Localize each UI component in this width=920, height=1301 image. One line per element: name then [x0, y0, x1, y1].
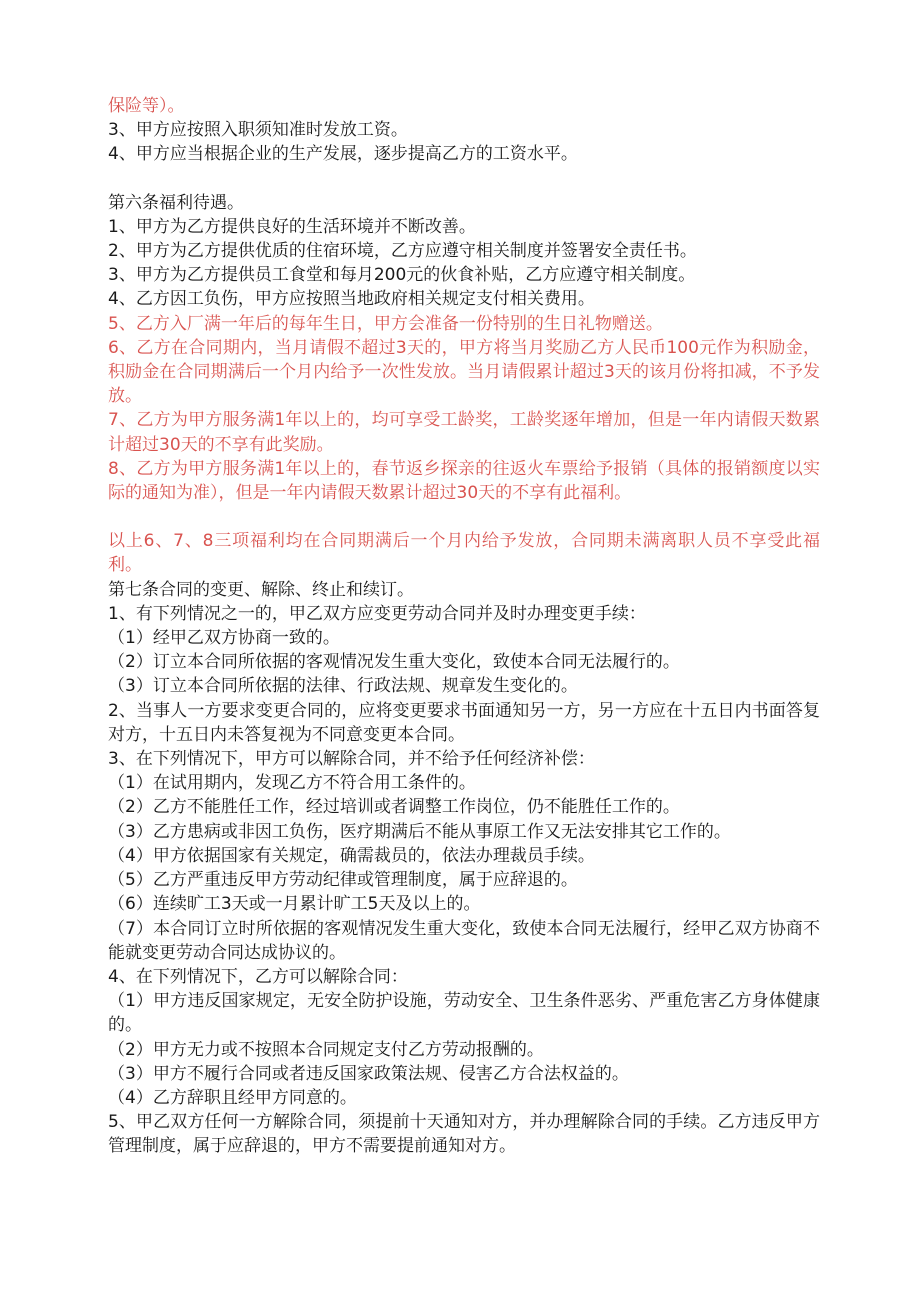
- highlighted-clause-line: 5、乙方入厂满一年后的每年生日，甲方会准备一份特别的生日礼物赠送。: [108, 313, 663, 334]
- highlighted-clause-line: 8、乙方为甲方服务满1年以上的，春节返乡探亲的往返火车票给予报销（具体的报销额度以实际的通知为准），但是一年内请假天数累计超过30天的不享有此福利。: [108, 458, 820, 504]
- clause-line: 第六条福利待遇。: [108, 192, 244, 213]
- clause-line: 2、当事人一方要求变更合同的，应将变更要求书面通知另一方，另一方应在十五日内书面答复对方，十五日内未答复视为不同意变更本合同。: [108, 700, 820, 745]
- clause-line: 1、甲方为乙方提供良好的生活环境并不断改善。: [108, 216, 476, 237]
- clause-line: （1）经甲乙双方协商一致的。: [108, 628, 340, 649]
- clause-line: （4）甲方依据国家有关规定，确需裁员的，依法办理裁员手续。: [108, 845, 595, 866]
- clause-line: 4、甲方应当根据企业的生产发展，逐步提高乙方的工资水平。: [108, 144, 578, 165]
- paragraph-spacer: [108, 505, 820, 529]
- clause-line: （3）甲方不履行合同或者违反国家政策法规、侵害乙方合法权益的。: [108, 1063, 629, 1084]
- clause-line: （2）订立本合同所依据的客观情况发生重大变化，致使本合同无法履行的。: [108, 652, 680, 673]
- clause-line: 1、有下列情况之一的，甲乙双方应变更劳动合同并及时办理变更手续：: [108, 603, 646, 624]
- clause-line: （7）本合同订立时所依据的客观情况发生重大变化，致使本合同无法履行，经甲乙双方协商不能就变更劳动合同达成协议的。: [108, 918, 820, 963]
- clause-line: （3）乙方患病或非因工负伤，医疗期满后不能从事原工作又无法安排其它工作的。: [108, 821, 731, 842]
- clause-line: （6）连续旷工3天或一月累计旷工5天及以上的。: [108, 894, 481, 915]
- highlighted-clause-line: 以上6、7、8三项福利均在合同期满后一个月内给予发放，合同期未满离职人员不享受此福利。: [108, 531, 820, 576]
- paragraph-spacer: [108, 167, 820, 191]
- clause-line: 3、在下列情况下，甲方可以解除合同，并不给予任何经济补偿：: [108, 749, 595, 770]
- clause-line: （2）乙方不能胜任工作，经过培训或者调整工作岗位，仍不能胜任工作的。: [108, 797, 680, 818]
- clause-line: （2）甲方无力或不按照本合同规定支付乙方劳动报酬的。: [108, 1039, 544, 1060]
- highlighted-clause-line: 7、乙方为甲方服务满1年以上的，均可享受工龄奖，工龄奖逐年增加，但是一年内请假天数累计超过30天的不享有此奖励。: [108, 410, 820, 455]
- highlighted-clause-line: 6、乙方在合同期内，当月请假不超过3天的，甲方将当月奖励乙方人民币100元作为积励金，积励金在合同期满后一个月内给予一次性发放。当月请假累计超过3天的该月份将扣减，不予发放。: [108, 337, 820, 407]
- clause-line: （1）甲方违反国家规定，无安全防护设施，劳动安全、卫生条件恶劣、严重危害乙方身体健康的。: [108, 991, 820, 1036]
- clause-line: 5、甲乙双方任何一方解除合同，须提前十天通知对方，并办理解除合同的手续。乙方违反甲方管理制度，属于应辞退的，甲方不需要提前通知对方。: [108, 1112, 820, 1157]
- clause-line: 2、甲方为乙方提供优质的住宿环境，乙方应遵守相关制度并签署安全责任书。: [108, 241, 697, 262]
- document-page: [108, 94, 820, 1159]
- clause-line: 3、甲方应按照入职须知准时发放工资。: [108, 120, 408, 141]
- clause-line: 第七条合同的变更、解除、终止和续订。: [108, 579, 414, 600]
- clause-line: （4）乙方辞职且经甲方同意的。: [108, 1087, 357, 1108]
- clause-line: （5）乙方严重违反甲方劳动纪律或管理制度，属于应辞退的。: [108, 870, 578, 891]
- clause-line: 3、甲方为乙方提供员工食堂和每月200元的伙食补贴，乙方应遵守相关制度。: [108, 265, 696, 286]
- clause-line: （1）在试用期内，发现乙方不符合用工条件的。: [108, 773, 476, 794]
- clause-line: 4、乙方因工负伤，甲方应按照当地政府相关规定支付相关费用。: [108, 289, 595, 310]
- clause-line: 4、在下列情况下，乙方可以解除合同：: [108, 966, 408, 987]
- clause-line: （3）订立本合同所依据的法律、行政法规、规章发生变化的。: [108, 676, 578, 697]
- highlighted-clause-line: 保险等）。: [108, 96, 185, 116]
